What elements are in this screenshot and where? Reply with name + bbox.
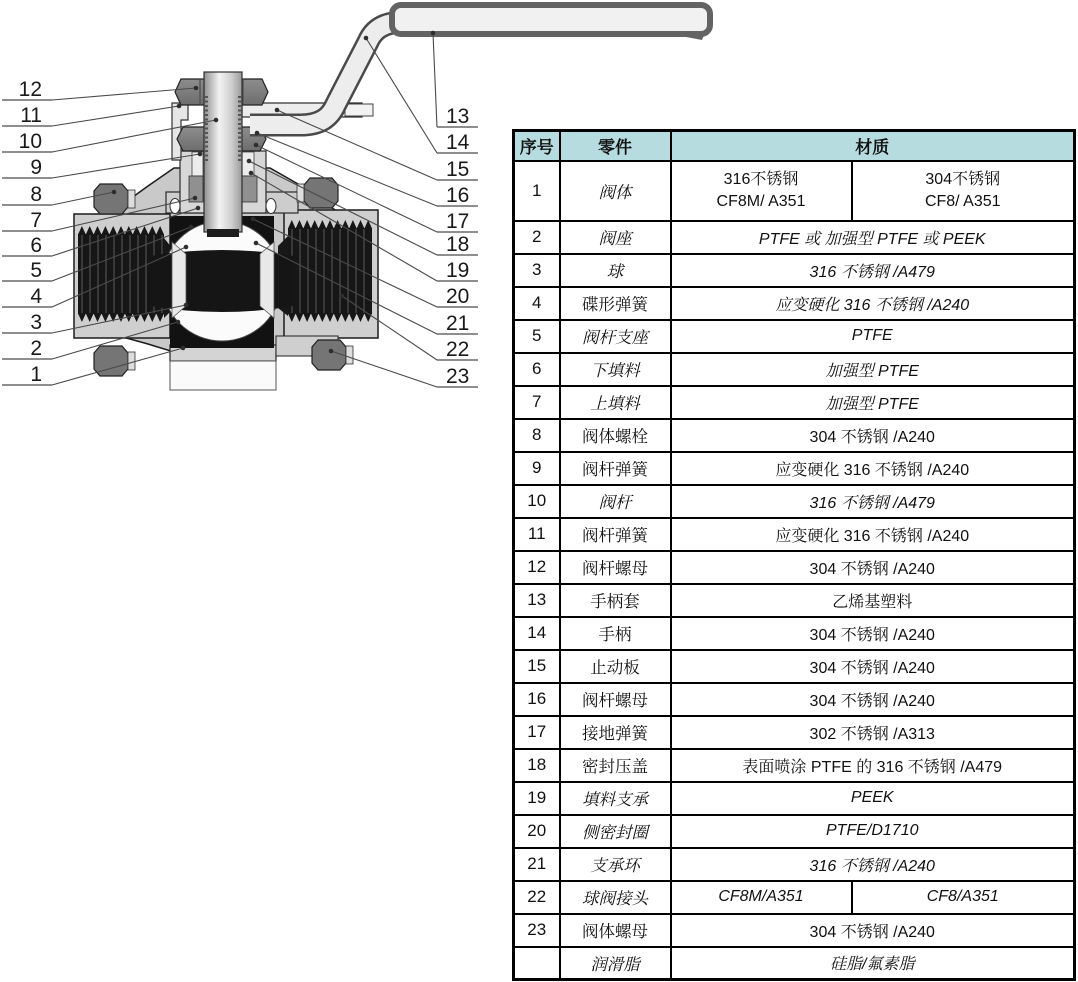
cell-part-name: 接地弹簧 (560, 716, 671, 749)
cell-seq-no: 15 (514, 650, 560, 683)
cell-material: 316 不锈钢 /A479 (671, 254, 1075, 287)
cell-part-name: 球 (560, 254, 671, 287)
leader-dot (184, 303, 189, 308)
washer (346, 346, 353, 364)
table-header-row (514, 131, 1075, 161)
table-row (514, 518, 1075, 551)
cell-material: 表面喷涂 PTFE 的 316 不锈钢 /A479 (671, 749, 1075, 782)
cell-seq-no: 6 (514, 353, 560, 386)
table-row (514, 914, 1075, 947)
stem (204, 72, 242, 232)
callout-number: 6 (30, 234, 42, 257)
cell-seq-no: 22 (514, 881, 560, 914)
callout-number: 4 (30, 285, 42, 308)
cell-material: 316不锈钢 CF8M/ A351 (671, 161, 852, 221)
cell-part-name: 阀杆 (560, 485, 671, 518)
callout-number: 14 (446, 131, 470, 154)
callout-number: 20 (446, 285, 470, 308)
leader-line (52, 106, 179, 126)
cell-part-name: 球阀接头 (560, 881, 671, 914)
cell-material: CF8M/A351 (671, 881, 852, 914)
cell-seq-no: 21 (514, 848, 560, 881)
callout-number: 11 (20, 104, 42, 127)
leader-dot (198, 152, 203, 157)
cell-seq-no: 11 (514, 518, 560, 551)
leader-dot (251, 217, 256, 222)
cell-seq-no (514, 947, 560, 980)
cell-part-name: 润滑脂 (560, 947, 671, 980)
callout-number: 3 (30, 311, 42, 334)
cell-part-name: 手柄套 (560, 584, 671, 617)
leader-dot (196, 206, 201, 211)
header-material: 材质 (671, 131, 1075, 161)
cell-material: 304 不锈钢 /A240 (671, 650, 1075, 683)
leader-dot (255, 131, 260, 136)
body-nut-bottom-right (312, 340, 346, 370)
cell-seq-no: 3 (514, 254, 560, 287)
cell-part-name: 阀杆螺母 (560, 551, 671, 584)
table-row (514, 419, 1075, 452)
cell-part-name: 侧密封圈 (560, 815, 671, 848)
cell-part-name: 上填料 (560, 386, 671, 419)
cell-material: 304不锈钢 CF8/ A351 (852, 161, 1075, 221)
header-part: 零件 (560, 131, 671, 161)
table-row (514, 947, 1075, 980)
leader-dot (177, 104, 182, 109)
cell-material: 302 不锈钢 /A313 (671, 716, 1075, 749)
leader-line (433, 33, 437, 127)
cell-seq-no: 17 (514, 716, 560, 749)
table-row (514, 254, 1075, 287)
cell-material: CF8/A351 (852, 881, 1075, 914)
leader-dot (176, 320, 181, 325)
cell-part-name: 止动板 (560, 650, 671, 683)
leader-dot (112, 190, 117, 195)
cell-material: 加强型 PTFE (671, 353, 1075, 386)
callout-number: 19 (446, 259, 470, 282)
cell-material: 乙烯基塑料 (671, 584, 1075, 617)
cell-material: PTFE 或 加强型 PTFE 或 PEEK (671, 221, 1075, 254)
body-bolt-top-left (94, 184, 128, 214)
cell-part-name: 下填料 (560, 353, 671, 386)
leader-dot (275, 108, 280, 113)
cell-material: 应变硬化 316 不锈钢 /A240 (671, 287, 1075, 320)
cell-material: PTFE/D1710 (671, 815, 1075, 848)
cell-part-name: 阀体螺母 (560, 914, 671, 947)
cell-material: 硅脂/氟素脂 (671, 947, 1075, 980)
leader-dot (193, 196, 198, 201)
cell-seq-no: 5 (514, 320, 560, 353)
stop-plate-tab (345, 104, 373, 116)
disc-spring-right (266, 199, 276, 214)
leader-dot (329, 349, 334, 354)
cell-material: 304 不锈钢 /A240 (671, 419, 1075, 452)
cell-part-name: 填料支承 (560, 782, 671, 815)
table-row (514, 848, 1075, 881)
cell-part-name: 阀杆弹簧 (560, 452, 671, 485)
leader-dot (194, 86, 199, 91)
leader-dot (189, 225, 194, 230)
table-row (514, 386, 1075, 419)
leader-line (331, 351, 437, 387)
callout-number: 16 (446, 184, 470, 207)
callout-number: 18 (446, 233, 470, 256)
disc-spring-left (170, 199, 180, 214)
callout-number: 10 (18, 130, 42, 153)
table-row (514, 320, 1075, 353)
table-row (514, 617, 1075, 650)
cell-part-name: 阀体 (560, 161, 671, 221)
leader-dot (214, 118, 219, 123)
leader-dot (247, 159, 252, 164)
cell-material: 304 不锈钢 /A240 (671, 617, 1075, 650)
table-row (514, 749, 1075, 782)
leader-dot (184, 245, 189, 250)
leader-line (52, 88, 196, 100)
cell-material: 应变硬化 316 不锈钢 /A240 (671, 518, 1075, 551)
cell-part-name: 阀杆螺母 (560, 683, 671, 716)
cell-part-name: 阀座 (560, 221, 671, 254)
cell-part-name: 阀杆支座 (560, 320, 671, 353)
cell-material: 304 不锈钢 /A240 (671, 914, 1075, 947)
callout-number: 1 (30, 363, 42, 386)
packing-lower-right (242, 176, 257, 202)
cell-seq-no: 16 (514, 683, 560, 716)
callout-number: 17 (446, 210, 470, 233)
leader-dot (340, 294, 345, 299)
leader-line (277, 110, 437, 180)
body-bottom-face (170, 361, 276, 390)
cell-seq-no: 1 (514, 161, 560, 221)
leader-dot (364, 36, 369, 41)
cell-material: 加强型 PTFE (671, 386, 1075, 419)
cell-seq-no: 14 (514, 617, 560, 650)
table-row (514, 452, 1075, 485)
cell-seq-no: 10 (514, 485, 560, 518)
leader-dot (181, 346, 186, 351)
cell-seq-no: 4 (514, 287, 560, 320)
stem-tip (207, 229, 239, 237)
table-row (514, 683, 1075, 716)
cell-seq-no: 13 (514, 584, 560, 617)
cell-material: 316 不锈钢 /A479 (671, 485, 1075, 518)
table-row (514, 716, 1075, 749)
cell-material: PTFE (671, 320, 1075, 353)
cell-seq-no: 12 (514, 551, 560, 584)
callout-number: 9 (30, 156, 42, 179)
leader-line (366, 38, 437, 153)
table-row (514, 221, 1075, 254)
cell-material: 316 不锈钢 /A240 (671, 848, 1075, 881)
cell-part-name: 碟形弹簧 (560, 287, 671, 320)
cell-seq-no: 2 (514, 221, 560, 254)
parts-material-table (512, 129, 1076, 981)
cell-seq-no: 19 (514, 782, 560, 815)
seat-right (260, 242, 274, 318)
leader-dot (431, 31, 436, 36)
table-row (514, 161, 1075, 221)
table-row (514, 782, 1075, 815)
callout-number: 5 (30, 259, 42, 282)
cell-part-name: 密封压盖 (560, 749, 671, 782)
cell-material: PEEK (671, 782, 1075, 815)
cell-seq-no: 8 (514, 419, 560, 452)
table-row (514, 584, 1075, 617)
cell-material: 应变硬化 316 不锈钢 /A240 (671, 452, 1075, 485)
table-row (514, 353, 1075, 386)
leader-dot (254, 143, 259, 148)
cell-part-name: 阀杆弹簧 (560, 518, 671, 551)
cell-seq-no: 23 (514, 914, 560, 947)
table-row (514, 287, 1075, 320)
cell-seq-no: 9 (514, 452, 560, 485)
handle-grip (392, 5, 710, 34)
callout-number: 22 (446, 338, 470, 361)
washer (128, 352, 135, 370)
callout-number: 13 (446, 105, 470, 128)
callout-number: 7 (30, 209, 42, 232)
callout-number: 23 (446, 365, 470, 388)
callout-number: 15 (446, 158, 470, 181)
header-seq: 序号 (514, 131, 560, 161)
callout-number: 8 (30, 183, 42, 206)
leader-dot (249, 171, 254, 176)
table-row (514, 881, 1075, 914)
table-row (514, 650, 1075, 683)
table-row (514, 815, 1075, 848)
leader-dot (254, 241, 259, 246)
callout-number: 21 (446, 312, 470, 335)
callout-number: 12 (18, 78, 42, 101)
cell-part-name: 支承环 (560, 848, 671, 881)
callout-number: 2 (30, 337, 42, 360)
washer (128, 190, 135, 208)
table-row (514, 551, 1075, 584)
cell-part-name: 手柄 (560, 617, 671, 650)
table-row (514, 485, 1075, 518)
cell-seq-no: 18 (514, 749, 560, 782)
cell-seq-no: 7 (514, 386, 560, 419)
cell-seq-no: 20 (514, 815, 560, 848)
cell-material: 304 不锈钢 /A240 (671, 551, 1075, 584)
cell-part-name: 阀体螺栓 (560, 419, 671, 452)
cell-material: 304 不锈钢 /A240 (671, 683, 1075, 716)
